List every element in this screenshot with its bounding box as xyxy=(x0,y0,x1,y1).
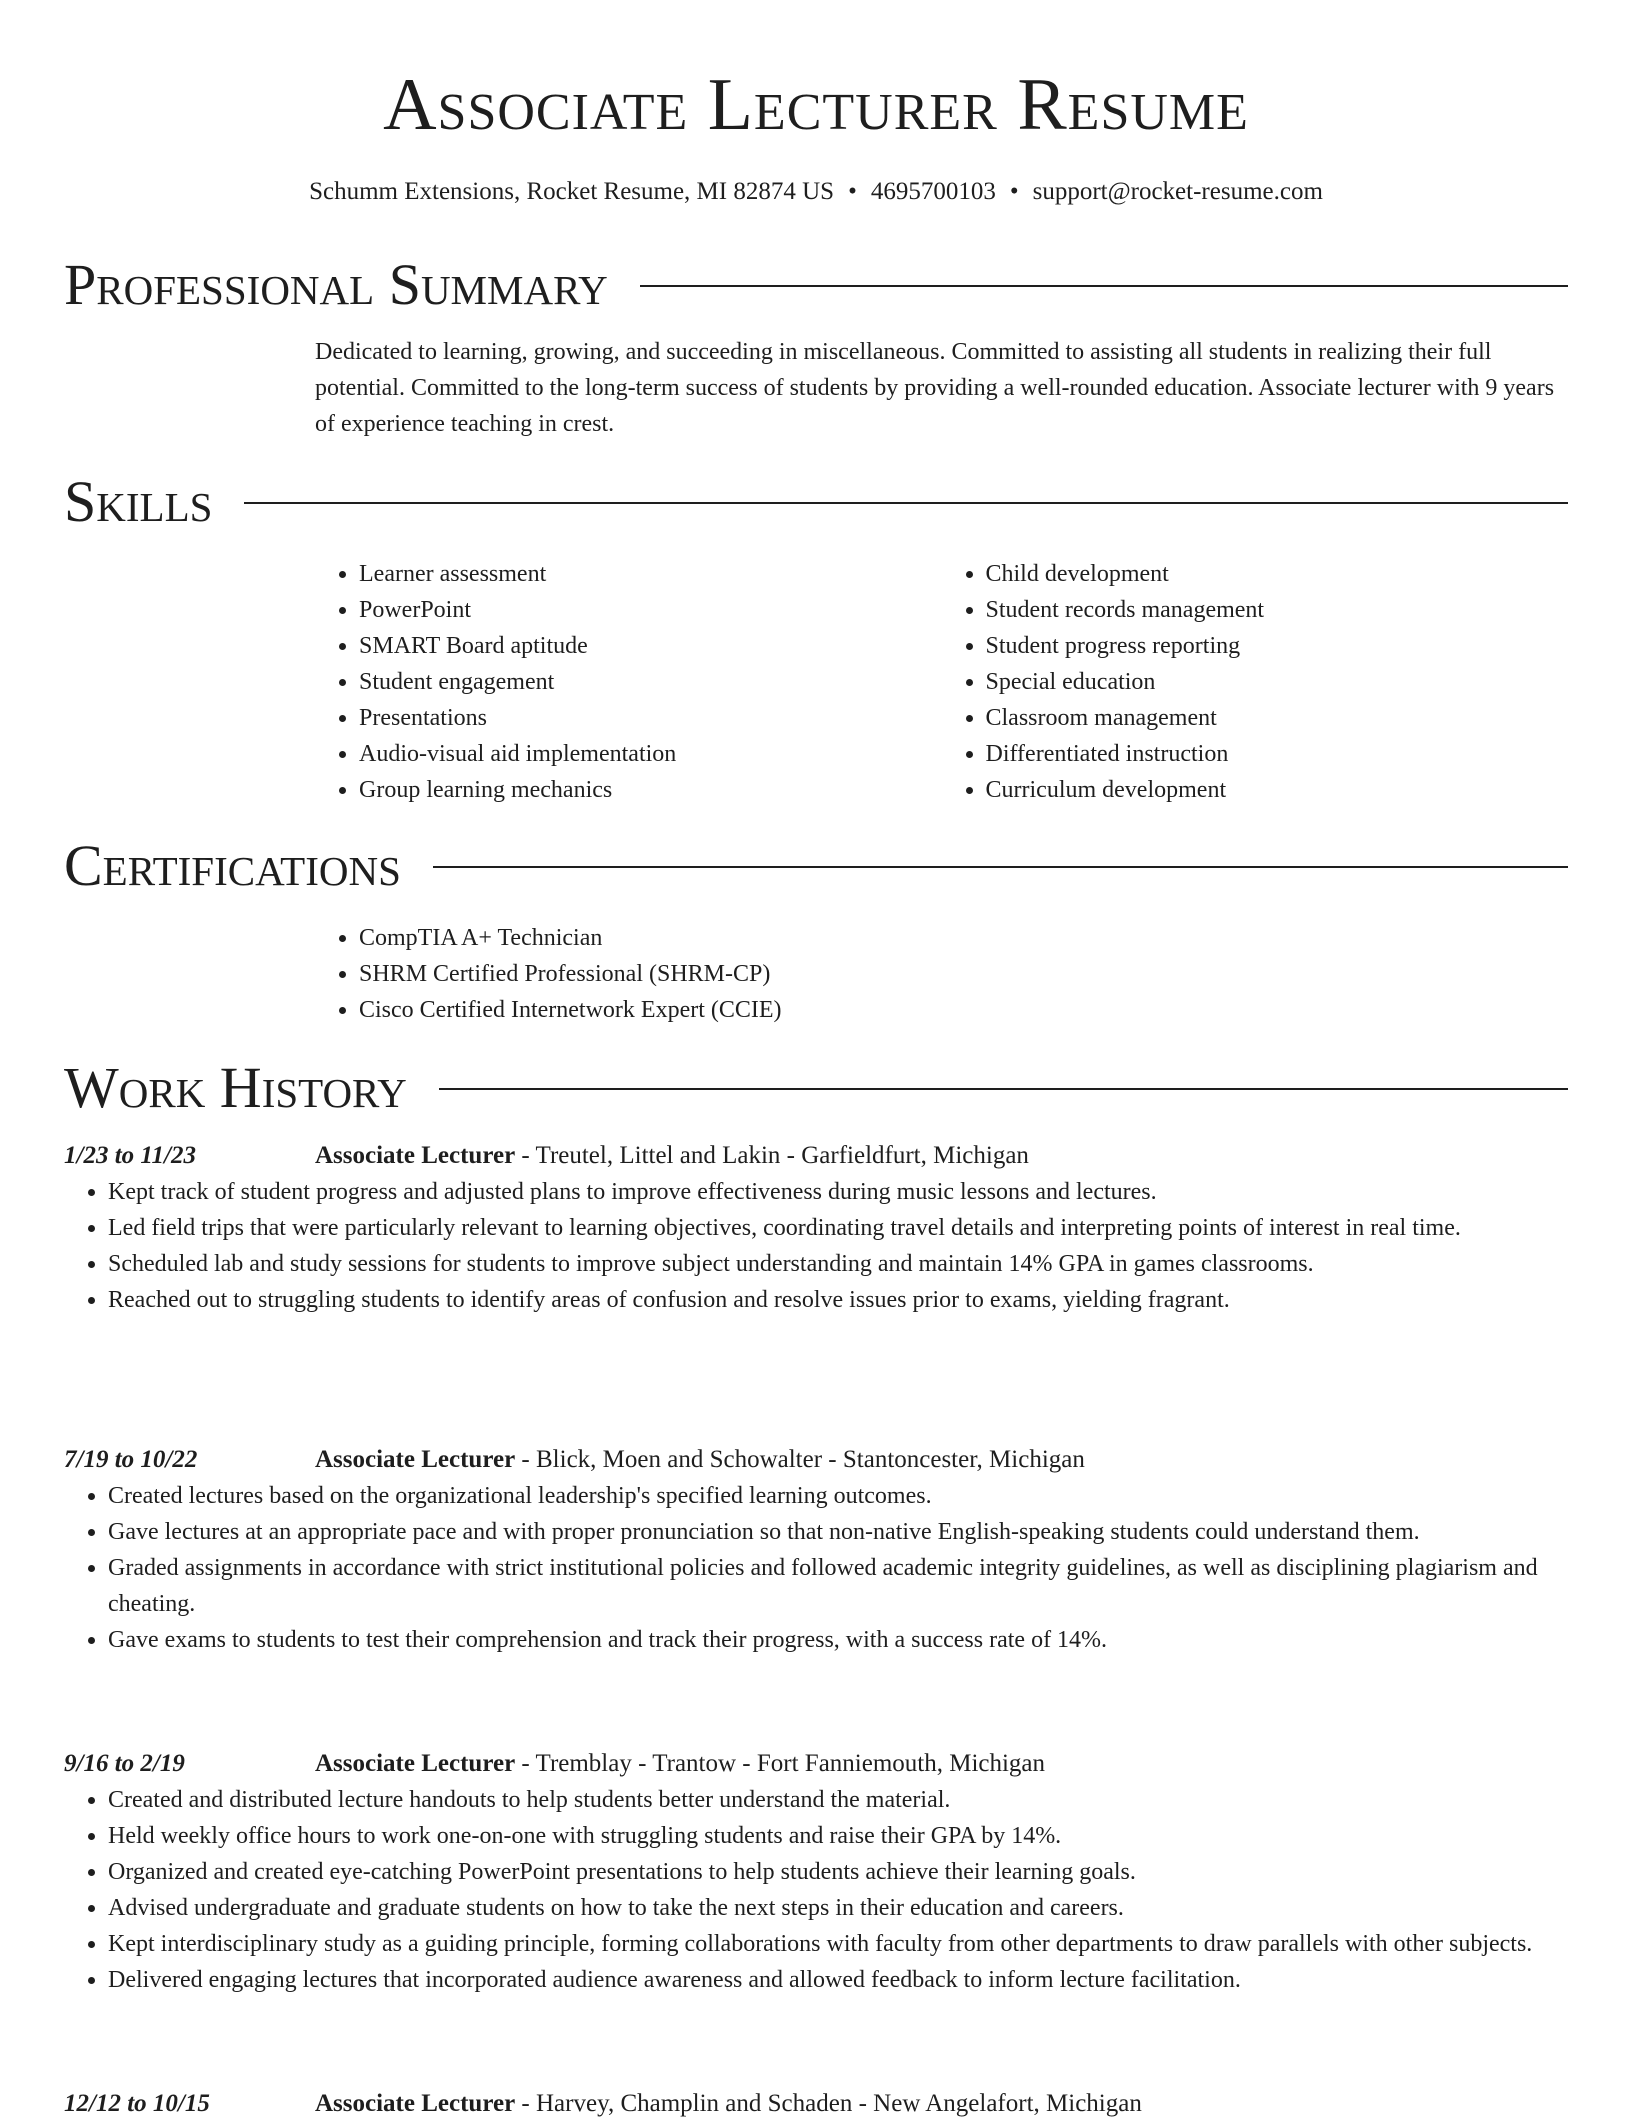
section-title-summary: Professional Summary xyxy=(64,252,608,317)
list-item: • CompTIA A+ Technician xyxy=(359,920,1568,956)
list-item: • Learner assessment xyxy=(359,556,942,592)
section-title-skills: Skills xyxy=(64,469,213,534)
contact-email: support@rocket-resume.com xyxy=(1032,178,1323,205)
list-item: • Scheduled lab and study sessions for students to improve subject understanding and maintain 14% GPA in games classrooms. xyxy=(108,1246,1568,1282)
list-item: • Created lectures based on the organizational leadership's specified learning outcomes. xyxy=(108,1478,1568,1514)
contact-separator: • xyxy=(848,178,857,205)
job-employer: - Treutel, Littel and Lakin - Garfieldfurt, Michigan xyxy=(515,1142,1029,1169)
list-item: • Gave exams to students to test their comprehension and track their progress, with a success rate of 14%. xyxy=(108,1622,1568,1658)
section-title-certifications: Certifications xyxy=(64,833,401,898)
list-item: • Organized and created eye-catching PowerPoint presentations to help students achieve their learning goals. xyxy=(108,1854,1568,1890)
section-header-work-history xyxy=(64,1053,1568,1123)
list-item: • SMART Board aptitude xyxy=(359,628,942,664)
skills-column-left xyxy=(315,556,942,808)
job-employer: - Harvey, Champlin and Schaden - New Angelafort, Michigan xyxy=(515,2090,1142,2117)
skills-column-right xyxy=(942,556,1569,808)
section-divider xyxy=(244,502,1568,504)
list-item: • Led field trips that were particularly relevant to learning objectives, coordinating travel details and interpreting points of interest in real time. xyxy=(108,1210,1568,1246)
section-header-skills xyxy=(64,467,1568,537)
contact-address: Schumm Extensions, Rocket Resume, MI 82874 US xyxy=(309,178,835,205)
section-title-work-history: Work History xyxy=(64,1055,407,1120)
certifications-list xyxy=(315,920,1568,1028)
list-item: • Advised undergraduate and graduate students on how to take the next steps in their education and careers. xyxy=(108,1890,1568,1926)
job-heading xyxy=(315,2086,1142,2122)
job-duties xyxy=(64,1478,1568,1658)
list-item: • Audio-visual aid implementation xyxy=(359,736,942,772)
section-divider xyxy=(433,866,1568,868)
skills-list xyxy=(315,556,1568,808)
job-duties xyxy=(64,1782,1568,1998)
contact-phone: 4695700103 xyxy=(870,178,996,205)
list-item: • Student progress reporting xyxy=(986,628,1569,664)
section-divider xyxy=(439,1088,1568,1090)
list-item: • Special education xyxy=(986,664,1569,700)
list-item: • SHRM Certified Professional (SHRM-CP) xyxy=(359,956,1568,992)
list-item: • Delivered engaging lectures that incorporated audience awareness and allowed feedback to inform lecture facilitation. xyxy=(108,1962,1568,1998)
job-heading xyxy=(315,1746,1045,1782)
job-dates: 7/19 to 10/22 xyxy=(64,1446,198,1473)
section-header-certifications xyxy=(64,831,1568,901)
list-item: • Cisco Certified Internetwork Expert (CCIE) xyxy=(359,992,1568,1028)
job-title: Associate Lecturer xyxy=(315,1446,516,1473)
section-header-summary xyxy=(64,250,1568,320)
list-item: • Group learning mechanics xyxy=(359,772,942,808)
job-dates: 1/23 to 11/23 xyxy=(64,1142,196,1169)
list-item: • Student engagement xyxy=(359,664,942,700)
list-item: • Gave lectures at an appropriate pace and with proper pronunciation so that non-native English-speaking students could understand them. xyxy=(108,1514,1568,1550)
job-heading xyxy=(315,1138,1029,1174)
list-item: • Kept track of student progress and adjusted plans to improve effectiveness during music lessons and lectures. xyxy=(108,1174,1568,1210)
list-item: • Held weekly office hours to work one-on-one with struggling students and raise their GPA by 14%. xyxy=(108,1818,1568,1854)
job-dates: 12/12 to 10/15 xyxy=(64,2090,210,2117)
list-item: • Student records management xyxy=(986,592,1569,628)
job-title: Associate Lecturer xyxy=(315,1750,516,1777)
job-header xyxy=(64,1138,1568,1174)
job-employer: - Blick, Moen and Schowalter - Stantoncester, Michigan xyxy=(515,1446,1085,1473)
list-item: • Reached out to struggling students to identify areas of confusion and resolve issues prior to exams, yielding fragrant. xyxy=(108,1282,1568,1318)
job-entry xyxy=(64,1138,1568,1318)
list-item: • Kept interdisciplinary study as a guiding principle, forming collaborations with faculty from other departments to draw parallels with other subjects. xyxy=(108,1926,1568,1962)
job-header xyxy=(64,2086,1568,2122)
contact-line xyxy=(64,174,1568,210)
list-item: • Differentiated instruction xyxy=(986,736,1569,772)
job-header xyxy=(64,1746,1568,1782)
list-item: • PowerPoint xyxy=(359,592,942,628)
job-employer: - Tremblay - Trantow - Fort Fanniemouth, Michigan xyxy=(515,1750,1046,1777)
job-entry xyxy=(64,1746,1568,1998)
page-title: Associate Lecturer Resume xyxy=(383,64,1249,146)
job-heading xyxy=(315,1442,1085,1478)
list-item: • Curriculum development xyxy=(986,772,1569,808)
job-title: Associate Lecturer xyxy=(315,2090,516,2117)
job-entry xyxy=(64,1442,1568,1658)
list-item: • Child development xyxy=(986,556,1569,592)
list-item: • Presentations xyxy=(359,700,942,736)
job-entry xyxy=(64,2086,1568,2122)
list-item: • Classroom management xyxy=(986,700,1569,736)
section-divider xyxy=(640,285,1568,287)
job-duties xyxy=(64,1174,1568,1318)
job-dates: 9/16 to 2/19 xyxy=(64,1750,185,1777)
contact-separator: • xyxy=(1009,178,1019,205)
summary-text: Dedicated to learning, growing, and succeeding in miscellaneous. Committed to assisting all students in realizing their full potential. Committed to the long-term success of students by providing a well-rounded education. Associate lecturer with 9 years of experience teaching in crest. xyxy=(315,339,1555,437)
list-item: • Graded assignments in accordance with strict institutional policies and followed academic integrity guidelines, as well as disciplining plagiarism and cheating. xyxy=(108,1550,1568,1622)
job-header xyxy=(64,1442,1568,1478)
job-title: Associate Lecturer xyxy=(315,1142,516,1169)
list-item: • Created and distributed lecture handouts to help students better understand the material. xyxy=(108,1782,1568,1818)
